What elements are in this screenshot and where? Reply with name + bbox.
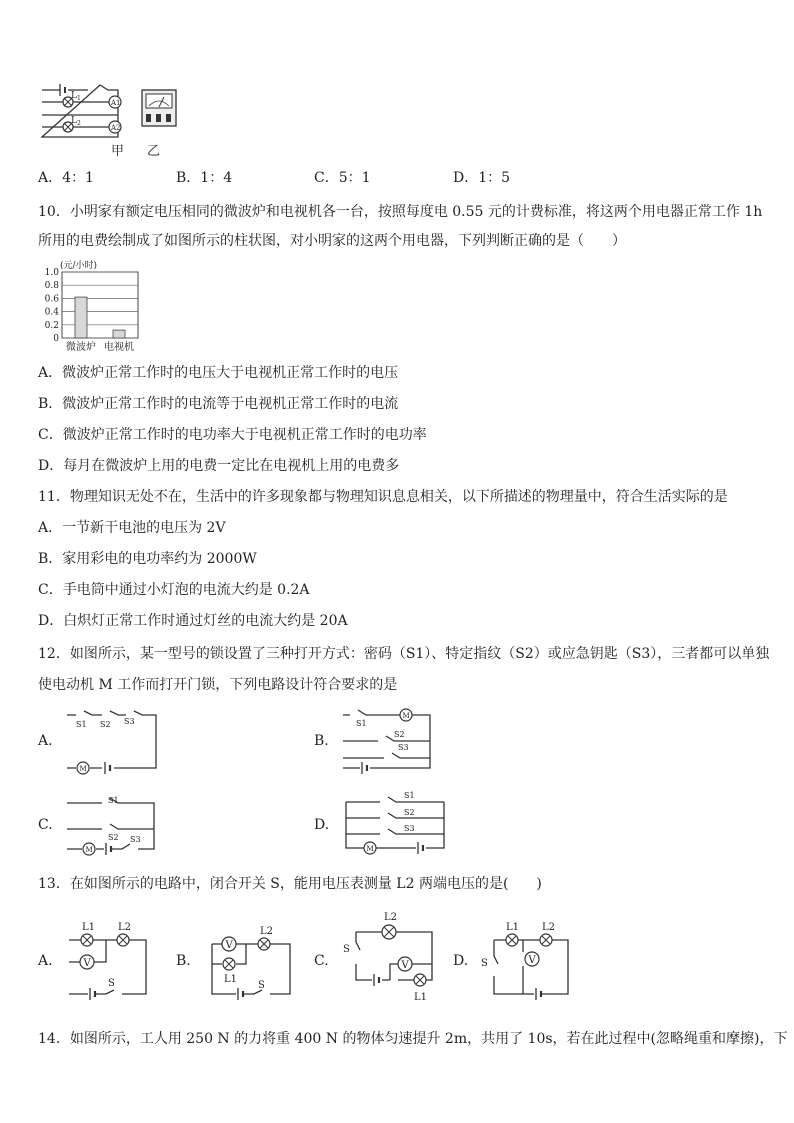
q12-circuit-c — [64, 793, 164, 857]
q13-option-b-label[interactable]: B. — [176, 953, 191, 969]
q10-stem-line1: 10．小明家有额定电压相同的微波炉和电视机各一台，按照每度电 0.55 元的计费标准，将这两个用电器正常工作 1h — [38, 204, 763, 220]
switch-s3-label: S3 — [398, 743, 409, 752]
q11-option-a[interactable]: A．一节新干电池的电压为 2V — [38, 520, 226, 536]
switch-s2-label: S2 — [108, 833, 119, 842]
q9-meter-yi — [140, 86, 180, 136]
switch-s1-label: S1 — [76, 720, 87, 729]
switch-s1-label: S1 — [356, 719, 367, 728]
figure-jia-label: 甲 — [111, 144, 125, 159]
q9-option-b[interactable]: B．1：4 — [176, 170, 233, 186]
lamp-l1-label: L1 — [82, 922, 96, 933]
chart-ytick-label: 0 — [53, 334, 59, 344]
motor-label: M — [85, 846, 93, 854]
switch-s3-label: S3 — [130, 835, 141, 844]
figure-yi-label: 乙 — [147, 144, 161, 159]
q12-circuit-a — [64, 710, 164, 772]
chart-ytick-label: 0.2 — [44, 320, 59, 331]
chart-category-label: 微波炉 — [66, 342, 96, 353]
ammeter-a2-label: A2 — [111, 124, 121, 132]
voltmeter-label: V — [83, 958, 91, 969]
lamp-l2-label: $L_2$ — [71, 116, 81, 127]
switch-s2-label: S2 — [404, 808, 415, 817]
lamp-l1-label: L1 — [414, 992, 428, 1003]
q10-option-a[interactable]: A．微波炉正常工作时的电压大于电视机正常工作时的电压 — [38, 365, 399, 381]
q10-bar-chart — [38, 258, 148, 354]
chart-ytick-label: 1.0 — [44, 268, 59, 278]
q10-option-b[interactable]: B．微波炉正常工作时的电流等于电视机正常工作时的电流 — [38, 396, 399, 412]
chart-bar — [113, 330, 125, 338]
q12-stem-line2: 使电动机 M 工作而打开门锁，下列电路设计符合要求的是 — [38, 677, 398, 693]
q14-stem: 14．如图所示，工人用 250 N 的力将重 400 N 的物体匀速提升 2m，共用了 10s，若在此过程中(忽略绳重和摩擦)，下 — [38, 1031, 788, 1047]
lamp-l2-label: L2 — [384, 912, 398, 923]
motor-label: M — [79, 765, 87, 773]
switch-s1-label: S1 — [404, 791, 415, 800]
switch-s3-label: S3 — [404, 824, 415, 833]
chart-category-label: 电视机 — [104, 342, 134, 353]
chart-frame — [62, 272, 138, 338]
switch-label: S — [343, 944, 350, 955]
lamp-l1-label: L1 — [506, 922, 520, 933]
voltmeter-label: V — [401, 960, 409, 971]
q13-option-c-label[interactable]: C. — [314, 953, 329, 969]
q11-option-c[interactable]: C．手电筒中通过小灯泡的电流大约是 0.2A — [38, 582, 310, 598]
switch-label: S — [481, 958, 488, 969]
q12-option-a-label[interactable]: A. — [38, 733, 53, 749]
q12-option-b-label[interactable]: B. — [314, 733, 329, 749]
voltmeter-label: V — [225, 940, 233, 951]
chart-ytick-label: 0.4 — [44, 307, 59, 318]
q12-circuit-d — [340, 790, 450, 856]
lamp-l1-label: $L_1$ — [71, 91, 81, 102]
q13-circuit-c — [342, 906, 438, 1004]
motor-label: M — [366, 845, 374, 853]
q11-stem: 11．物理知识无处不在，生活中的许多现象都与物理知识息息相关，以下所描述的物理量中，符合生活实际的是 — [38, 489, 728, 505]
switch-s2-label: S2 — [100, 720, 111, 729]
ammeter-a1-label: A1 — [111, 99, 121, 107]
q9-option-c[interactable]: C．5：1 — [314, 170, 371, 186]
motor-label: M — [402, 712, 410, 720]
q13-option-a-label[interactable]: A. — [38, 953, 53, 969]
voltmeter-label: V — [528, 955, 536, 966]
q11-option-d[interactable]: D．白炽灯正常工作时通过灯丝的电流大约是 20A — [38, 613, 348, 629]
q13-option-d-label[interactable]: D. — [453, 953, 469, 969]
lamp-l1-label: L1 — [224, 974, 238, 985]
q12-option-c-label[interactable]: C. — [38, 817, 53, 833]
switch-s2-label: S2 — [394, 730, 405, 739]
switch-s3-label: S3 — [124, 717, 135, 726]
q12-option-d-label[interactable]: D. — [314, 817, 330, 833]
q11-option-b[interactable]: B．家用彩电的电功率约为 2000W — [38, 551, 257, 567]
q13-circuit-d — [480, 918, 580, 1000]
chart-ytick-label: 0.8 — [44, 281, 59, 292]
chart-ylabel: (元/小时) — [60, 261, 98, 271]
lamp-l2-label: L2 — [118, 922, 132, 933]
switch-label: S — [108, 978, 115, 989]
q9-options — [0, 167, 794, 187]
lamp-l2-label: L2 — [542, 922, 556, 933]
q10-stem-line2: 所用的电费绘制成了如图所示的柱状图，对小明家的这两个用电器，下列判断正确的是（ ） — [38, 233, 626, 249]
q9-option-a[interactable]: A．4：1 — [38, 170, 94, 186]
q13-circuit-a — [66, 918, 156, 998]
q12-stem-line1: 12．如图所示，某一型号的锁设置了三种打开方式：密码（S1）、特定指纹（S2）或应急钥匙（S3），三者都可以单独 — [38, 646, 770, 662]
q13-circuit-b — [206, 918, 296, 998]
q9-option-d[interactable]: D．1：5 — [453, 170, 511, 186]
chart-bar — [75, 297, 87, 338]
q10-option-d[interactable]: D．每月在微波炉上用的电费一定比在电视机上用的电费多 — [38, 458, 400, 474]
chart-ytick-label: 0.6 — [44, 294, 59, 305]
q13-stem: 13．在如图所示的电路中，闭合开关 S，能用电压表测量 L2 两端电压的是( ) — [38, 876, 542, 892]
q12-circuit-b — [340, 708, 440, 770]
switch-s1-label: S1 — [108, 796, 119, 805]
lamp-l2-label: L2 — [260, 926, 274, 937]
switch-label: S — [258, 980, 265, 991]
q10-option-c[interactable]: C．微波炉正常工作时的电功率大于电视机正常工作时的电功率 — [38, 427, 427, 443]
